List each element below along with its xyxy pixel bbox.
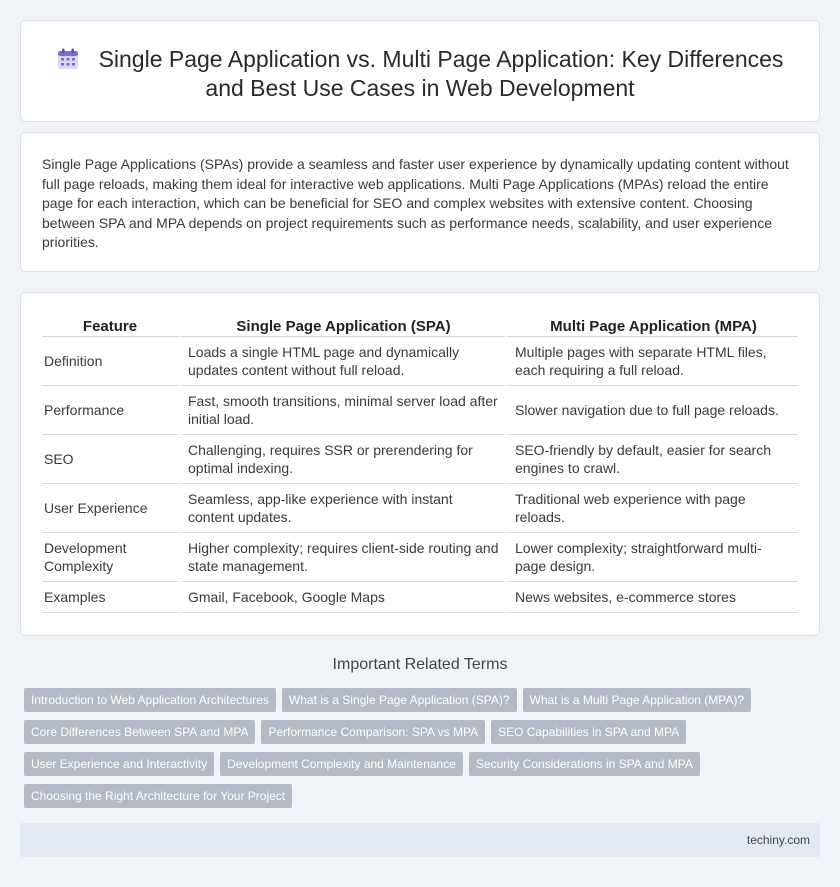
- spa-cell: Fast, smooth transitions, minimal server load after initial load.: [178, 386, 505, 435]
- related-term-tag[interactable]: SEO Capabilities in SPA and MPA: [491, 720, 686, 744]
- related-term-tag[interactable]: Security Considerations in SPA and MPA: [469, 752, 700, 776]
- title-card: [20, 20, 820, 122]
- related-term-tag[interactable]: Performance Comparison: SPA vs MPA: [261, 720, 485, 744]
- table-row: [42, 484, 798, 533]
- feature-cell: Examples: [42, 582, 178, 613]
- mpa-cell: Traditional web experience with page reloads.: [505, 484, 798, 533]
- spa-cell: Seamless, app-like experience with instant content updates.: [178, 484, 505, 533]
- feature-cell: Development Complexity: [42, 533, 178, 582]
- comparison-table: [42, 317, 798, 613]
- related-term-tag[interactable]: Introduction to Web Application Architectures: [24, 688, 276, 712]
- table-row: [42, 533, 798, 582]
- table-header-row: [42, 317, 798, 337]
- related-terms-heading: Important Related Terms: [332, 656, 508, 673]
- header-mpa: Multi Page Application (MPA): [505, 317, 798, 337]
- table-row: [42, 386, 798, 435]
- calendar-icon: [57, 48, 79, 70]
- mpa-cell: News websites, e-commerce stores: [505, 582, 798, 613]
- table-row: [42, 435, 798, 484]
- mpa-cell: Lower complexity; straightforward multi-page design.: [505, 533, 798, 582]
- related-term-tag[interactable]: What is a Multi Page Application (MPA)?: [523, 688, 752, 712]
- header-spa: Single Page Application (SPA): [178, 317, 505, 337]
- spa-cell: Loads a single HTML page and dynamically updates content without full reload.: [178, 337, 505, 386]
- related-terms-list: [24, 688, 804, 816]
- mpa-cell: Slower navigation due to full page reloads.: [505, 386, 798, 435]
- spa-cell: Gmail, Facebook, Google Maps: [178, 582, 505, 613]
- related-term-tag[interactable]: What is a Single Page Application (SPA)?: [282, 688, 517, 712]
- related-term-tag[interactable]: Core Differences Between SPA and MPA: [24, 720, 255, 744]
- comparison-card: [20, 292, 820, 636]
- mpa-cell: Multiple pages with separate HTML files, each requiring a full reload.: [505, 337, 798, 386]
- intro-card: [20, 132, 820, 272]
- table-row: [42, 337, 798, 386]
- page-title: Single Page Application vs. Multi Page Application: Key Differences and Best Use Cases in Web Development: [98, 46, 784, 101]
- page-title-wrap: [51, 45, 789, 103]
- table-row: [42, 582, 798, 613]
- footer-bar: [20, 823, 820, 857]
- feature-cell: SEO: [42, 435, 178, 484]
- spa-cell: Higher complexity; requires client-side routing and state management.: [178, 533, 505, 582]
- spa-cell: Challenging, requires SSR or prerendering for optimal indexing.: [178, 435, 505, 484]
- mpa-cell: SEO-friendly by default, easier for search engines to crawl.: [505, 435, 798, 484]
- feature-cell: User Experience: [42, 484, 178, 533]
- related-term-tag[interactable]: Choosing the Right Architecture for Your Project: [24, 784, 292, 808]
- feature-cell: Definition: [42, 337, 178, 386]
- footer-site-link[interactable]: techiny.com: [746, 833, 810, 847]
- feature-cell: Performance: [42, 386, 178, 435]
- intro-paragraph: Single Page Applications (SPAs) provide a seamless and faster user experience by dynamically updating content without full page reloads, making them ideal for interactive web applications. Multi Page Applications (MPAs) reload the entire page for each interaction, which can be beneficial for SEO and complex websites with extensive content. Choosing between SPA and MPA depends on project requirements such as performance needs, scalability, and user experience priorities.: [42, 156, 789, 250]
- header-feature: Feature: [42, 317, 178, 337]
- related-term-tag[interactable]: Development Complexity and Maintenance: [220, 752, 463, 776]
- related-term-tag[interactable]: User Experience and Interactivity: [24, 752, 214, 776]
